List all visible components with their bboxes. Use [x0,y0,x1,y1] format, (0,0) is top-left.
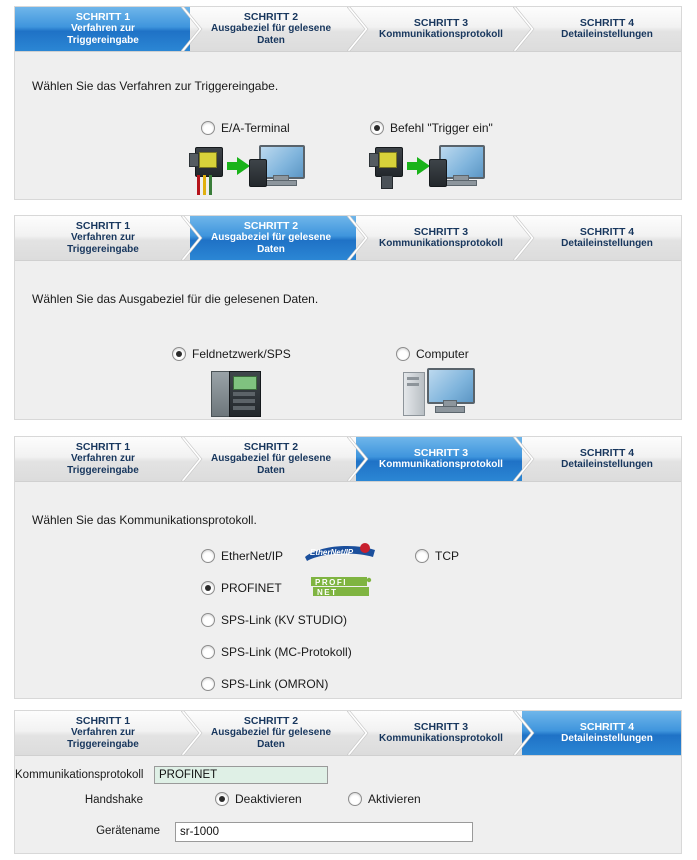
step-tab-4[interactable] [537,711,677,755]
handshake-field-label: Handshake [84,794,143,806]
step-tab-2-title: SCHRITT 2 [243,11,299,23]
step-tab-1-title: SCHRITT 1 [75,220,131,232]
svg-text:PROFI: PROFI [315,578,347,587]
handshake-option-aktivieren[interactable] [348,792,421,806]
chevron-divider-icon [347,711,369,755]
step-tab-2-title: SCHRITT 2 [243,441,299,453]
step-tab-4-subtitle: Detaileinstellungen [561,29,653,40]
step-tab-1[interactable] [37,7,169,51]
step-tab-3[interactable] [371,711,511,755]
step-tab-3-subtitle: Kommunikationsprotokoll [379,459,503,470]
step-tab-4-subtitle: Detaileinstellungen [561,733,653,744]
chevron-divider-icon [347,216,369,260]
ethernetip-logo-icon [303,541,377,565]
radio-trigger-on[interactable] [370,121,384,135]
step-tab-1-subtitle: Verfahren zur Triggereingabe [67,453,139,476]
step-tab-1-title: SCHRITT 1 [75,715,131,727]
svg-text:EtherNet/IP: EtherNet/IP [310,548,354,557]
protocol-value-field[interactable] [154,766,328,784]
output-option-computer[interactable] [396,347,469,361]
step-tab-1-subtitle: Verfahren zur Triggereingabe [67,23,139,46]
trigger-option-io-terminal-label: E/A-Terminal [221,121,290,135]
radio-io-terminal[interactable] [201,121,215,135]
step-tab-1[interactable] [37,437,169,481]
step-tab-1-title: SCHRITT 1 [75,11,131,23]
panel3-prompt: Wählen Sie das Kommunikationsprotokoll. [32,513,257,527]
step-tab-1[interactable] [37,711,169,755]
device-name-field-label: Gerätename [96,825,160,837]
step-tab-2-title: SCHRITT 2 [243,220,299,232]
step-tab-2[interactable] [205,216,337,260]
step-tab-4-title: SCHRITT 4 [579,447,635,459]
radio-handshake-aktivieren[interactable] [348,792,362,806]
radio-computer[interactable] [396,347,410,361]
handshake-option-aktivieren-label: Aktivieren [368,792,421,806]
step-bar-2 [15,216,681,261]
wizard-panel-step2 [14,215,682,420]
step-tab-4-title: SCHRITT 4 [579,226,635,238]
trigger-option-io-terminal[interactable] [201,121,290,135]
chevron-divider-icon [347,7,369,51]
computer-illustration [403,368,475,420]
protocol-option-omron-label: SPS-Link (OMRON) [221,677,329,691]
wizard-panel-step1 [14,6,682,200]
step-tab-3-subtitle: Kommunikationsprotokoll [379,29,503,40]
io-terminal-illustration [187,143,307,197]
step-tab-1[interactable] [37,216,169,260]
trigger-option-trigger-on-label: Befehl "Trigger ein" [390,121,493,135]
step-tab-2-subtitle: Ausgabeziel für gelesene Daten [210,453,332,476]
chevron-divider-icon [181,7,203,51]
step-tab-2-subtitle: Ausgabeziel für gelesene Daten [210,23,332,46]
chevron-divider-icon [513,711,535,755]
chevron-divider-icon [513,7,535,51]
protocol-option-tcp[interactable] [415,549,459,563]
protocol-option-kvstudio-label: SPS-Link (KV STUDIO) [221,613,348,627]
step-tab-4-subtitle: Detaileinstellungen [561,459,653,470]
radio-kvstudio[interactable] [201,613,215,627]
protocol-option-ethernetip-label: EtherNet/IP [221,549,284,563]
profinet-logo-icon [311,576,373,600]
step-tab-4[interactable] [537,216,677,260]
step-tab-3-title: SCHRITT 3 [413,447,469,459]
device-name-input[interactable] [175,822,473,842]
step-tab-3-title: SCHRITT 3 [413,721,469,733]
svg-text:NET: NET [317,588,338,597]
radio-handshake-deaktivieren[interactable] [215,792,229,806]
radio-mcprotocol[interactable] [201,645,215,659]
radio-profinet[interactable] [201,581,215,595]
step-tab-2[interactable] [205,7,337,51]
protocol-field-label: Kommunikationsprotokoll [15,769,144,781]
step-tab-2-subtitle: Ausgabeziel für gelesene Daten [210,232,332,255]
step-tab-4[interactable] [537,437,677,481]
chevron-divider-icon [181,711,203,755]
output-option-fieldbus[interactable] [172,347,291,361]
output-option-fieldbus-label: Feldnetzwerk/SPS [192,347,291,361]
protocol-option-tcp-label: TCP [435,549,459,563]
protocol-option-kvstudio[interactable] [201,613,347,627]
step-tab-3[interactable] [371,216,511,260]
step-tab-1-subtitle: Verfahren zur Triggereingabe [67,727,139,750]
step-tab-3-title: SCHRITT 3 [413,226,469,238]
panel1-prompt: Wählen Sie das Verfahren zur Triggereingabe. [32,79,279,93]
step-tab-4-subtitle: Detaileinstellungen [561,238,653,249]
radio-tcp[interactable] [415,549,429,563]
step-tab-3[interactable] [371,437,511,481]
protocol-option-mcprotocol-label: SPS-Link (MC-Protokoll) [221,645,352,659]
chevron-divider-icon [347,437,369,481]
wizard-panel-step3 [14,436,682,699]
step-tab-3[interactable] [371,7,511,51]
step-tab-1-title: SCHRITT 1 [75,441,131,453]
step-tab-2-title: SCHRITT 2 [243,715,299,727]
wizard-panel-step4 [14,710,682,854]
radio-omron[interactable] [201,677,215,691]
chevron-divider-icon [181,437,203,481]
protocol-option-profinet-label: PROFINET [221,581,282,595]
protocol-option-profinet[interactable] [201,581,282,595]
step-bar-3 [15,437,681,482]
step-tab-4-title: SCHRITT 4 [579,721,635,733]
chevron-divider-icon [181,216,203,260]
step-tab-3-subtitle: Kommunikationsprotokoll [379,733,503,744]
step-tab-4[interactable] [537,7,677,51]
handshake-option-deaktivieren[interactable] [215,792,302,806]
trigger-command-illustration [367,143,487,197]
step-tab-2[interactable] [205,711,337,755]
handshake-option-deaktivieren-label: Deaktivieren [235,792,302,806]
chevron-divider-icon [513,437,535,481]
radio-fieldbus[interactable] [172,347,186,361]
protocol-option-omron[interactable] [201,677,328,691]
step-bar-1 [15,7,681,52]
trigger-option-trigger-on[interactable] [370,121,493,135]
step-tab-3-title: SCHRITT 3 [413,17,469,29]
protocol-option-mcprotocol[interactable] [201,645,352,659]
step-bar-4 [15,711,681,756]
step-tab-1-subtitle: Verfahren zur Triggereingabe [67,232,139,255]
step-tab-2-subtitle: Ausgabeziel für gelesene Daten [210,727,332,750]
step-tab-2[interactable] [205,437,337,481]
chevron-divider-icon [513,216,535,260]
plc-illustration [211,371,271,419]
output-option-computer-label: Computer [416,347,469,361]
step-tab-4-title: SCHRITT 4 [579,17,635,29]
protocol-option-ethernetip[interactable] [201,549,283,563]
panel2-prompt: Wählen Sie das Ausgabeziel für die gelesenen Daten. [32,292,319,306]
step-tab-3-subtitle: Kommunikationsprotokoll [379,238,503,249]
radio-ethernetip[interactable] [201,549,215,563]
